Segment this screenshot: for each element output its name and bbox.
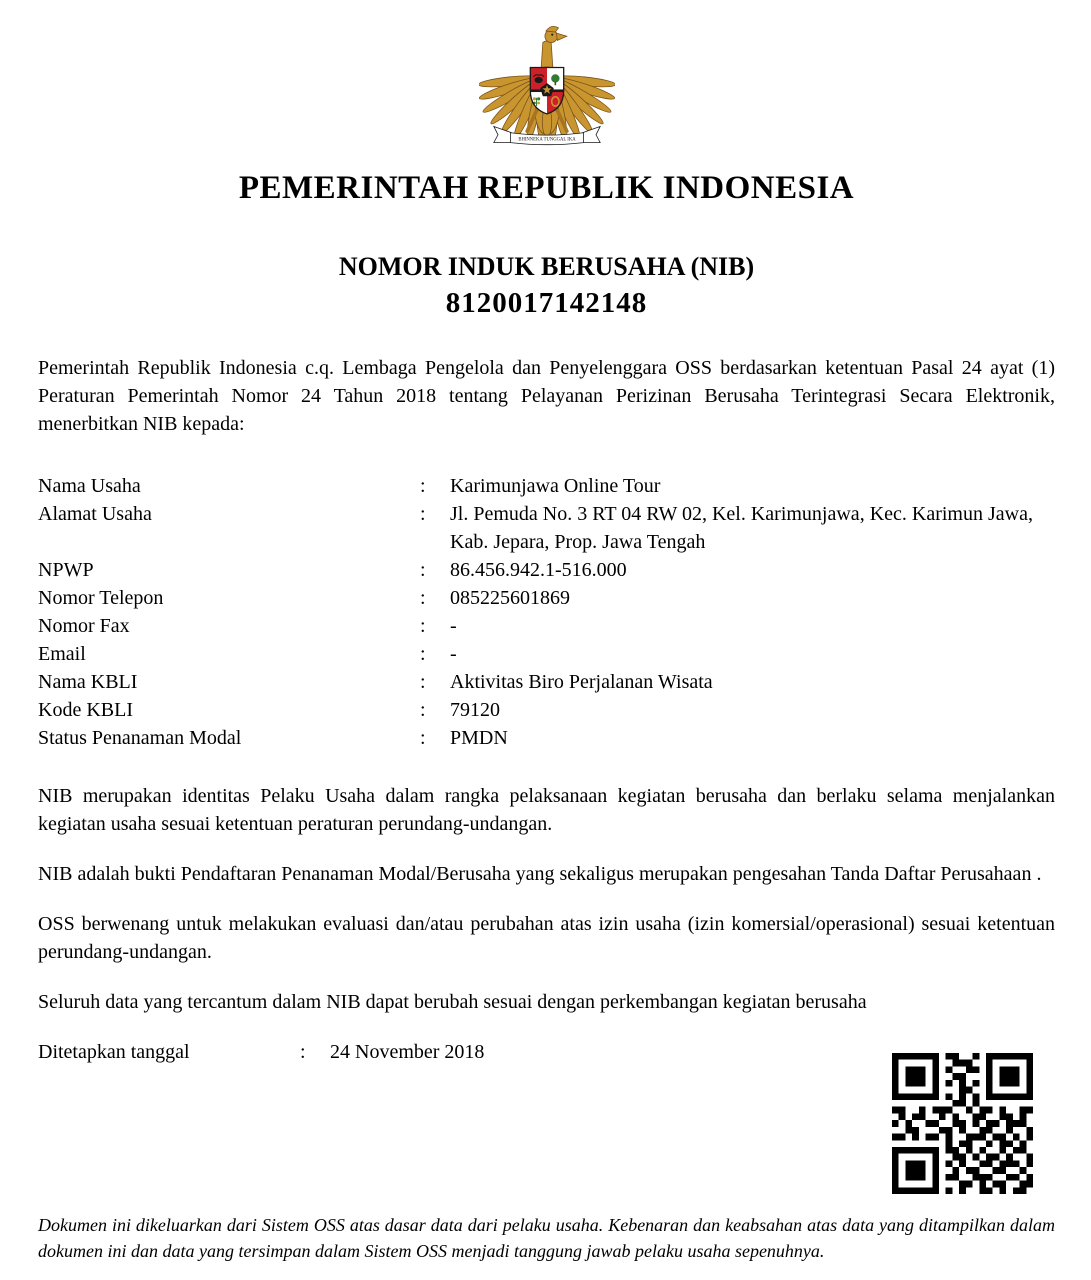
- field-colon: :: [420, 503, 426, 525]
- document-title: NOMOR INDUK BERUSAHA (NIB): [338, 252, 755, 281]
- field-row-nomor-telepon: [38, 584, 1055, 612]
- field-colon: :: [420, 699, 426, 721]
- field-row-status-penanaman-modal: [38, 724, 1055, 752]
- field-label: Nama Usaha: [38, 475, 141, 497]
- footer-disclaimer: Dokumen ini dikeluarkan dari Sistem OSS atas dasar data dari pelaku usaha. Kebenaran dan keabsahan atas data yang ditampilkan dalam dokumen ini dan data yang tersimpan dalam Sistem OSS menjadi tanggung jawab pelaku usaha sepenuhnya.: [38, 1215, 1055, 1261]
- intro-paragraph: Pemerintah Republik Indonesia c.q. Lembaga Pengelola dan Penyelenggara OSS berdasarkan ketentuan Pasal 24 ayat (1) Peraturan Pemerintah Nomor 24 Tahun 2018 tentang Pelayanan Perizinan Berusaha Terintegrasi Secara Elektronik, menerbitkan NIB kepada:: [38, 357, 1055, 435]
- field-label: Nomor Telepon: [38, 587, 164, 609]
- garuda-pancasila-icon: [479, 6, 615, 152]
- field-label: Nomor Fax: [38, 615, 130, 637]
- field-value: -: [450, 615, 457, 637]
- issued-date-value: 24 November 2018: [330, 1041, 485, 1063]
- field-colon: :: [420, 727, 426, 749]
- paragraph-data-change: Seluruh data yang tercantum dalam NIB dapat berubah sesuai dengan perkembangan kegiatan berusaha: [38, 991, 867, 1013]
- field-label: Email: [38, 643, 86, 665]
- field-row-alamat-usaha: [38, 500, 1055, 556]
- field-colon: :: [420, 559, 426, 581]
- field-value: 79120: [450, 699, 500, 721]
- field-value: Jl. Pemuda No. 3 RT 04 RW 02, Kel. Karimunjawa, Kec. Karimun Jawa, Kab. Jepara, Prop. Jawa Tengah: [450, 503, 1033, 553]
- field-row-nama-usaha: [38, 472, 1055, 500]
- field-value: 86.456.942.1-516.000: [450, 559, 627, 581]
- field-colon: :: [420, 671, 426, 693]
- nib-number: 8120017142148: [445, 287, 648, 319]
- field-label: NPWP: [38, 559, 94, 581]
- field-row-nama-kbli: [38, 668, 1055, 696]
- issued-date-label: Ditetapkan tanggal: [38, 1041, 190, 1063]
- field-value: PMDN: [450, 727, 508, 749]
- field-row-kode-kbli: [38, 696, 1055, 724]
- paragraph-oss-authority: OSS berwenang untuk melakukan evaluasi dan/atau perubahan atas izin usaha (izin komersial/operasional) sesuai ketentuan perundang-undangan.: [38, 913, 1055, 963]
- garuda-pancasila-emblem: [38, 0, 1055, 152]
- field-label: Kode KBLI: [38, 699, 133, 721]
- paragraph-nib-registration: NIB adalah bukti Pendaftaran Penanaman Modal/Berusaha yang sekaligus merupakan pengesahan Tanda Daftar Perusahaan .: [38, 863, 1042, 885]
- qr-code: [892, 1053, 1033, 1194]
- emblem-motto: BHINNEKA TUNGGAL IKA: [517, 137, 576, 143]
- paragraph-nib-identity: NIB merupakan identitas Pelaku Usaha dalam rangka pelaksanaan kegiatan berusaha dan berlaku selama menjalankan kegiatan usaha sesuai ketentuan peraturan perundang-undangan.: [38, 785, 1055, 835]
- field-value: Aktivitas Biro Perjalanan Wisata: [450, 671, 713, 693]
- government-title: PEMERINTAH REPUBLIK INDONESIA: [238, 170, 855, 206]
- field-value: 085225601869: [450, 587, 570, 609]
- field-label: Alamat Usaha: [38, 503, 152, 525]
- field-label: Status Penanaman Modal: [38, 727, 242, 749]
- field-row-nomor-fax: [38, 612, 1055, 640]
- field-colon: :: [420, 643, 426, 665]
- field-label: Nama KBLI: [38, 671, 138, 693]
- field-row-npwp: [38, 556, 1055, 584]
- field-value: Karimunjawa Online Tour: [450, 475, 661, 497]
- issued-date-colon: :: [300, 1041, 306, 1063]
- field-row-email: [38, 640, 1055, 668]
- field-colon: :: [420, 475, 426, 497]
- field-colon: :: [420, 615, 426, 637]
- field-colon: :: [420, 587, 426, 609]
- business-fields-table: [38, 472, 1055, 752]
- field-value: -: [450, 643, 457, 665]
- legal-paragraphs: [38, 782, 1055, 1016]
